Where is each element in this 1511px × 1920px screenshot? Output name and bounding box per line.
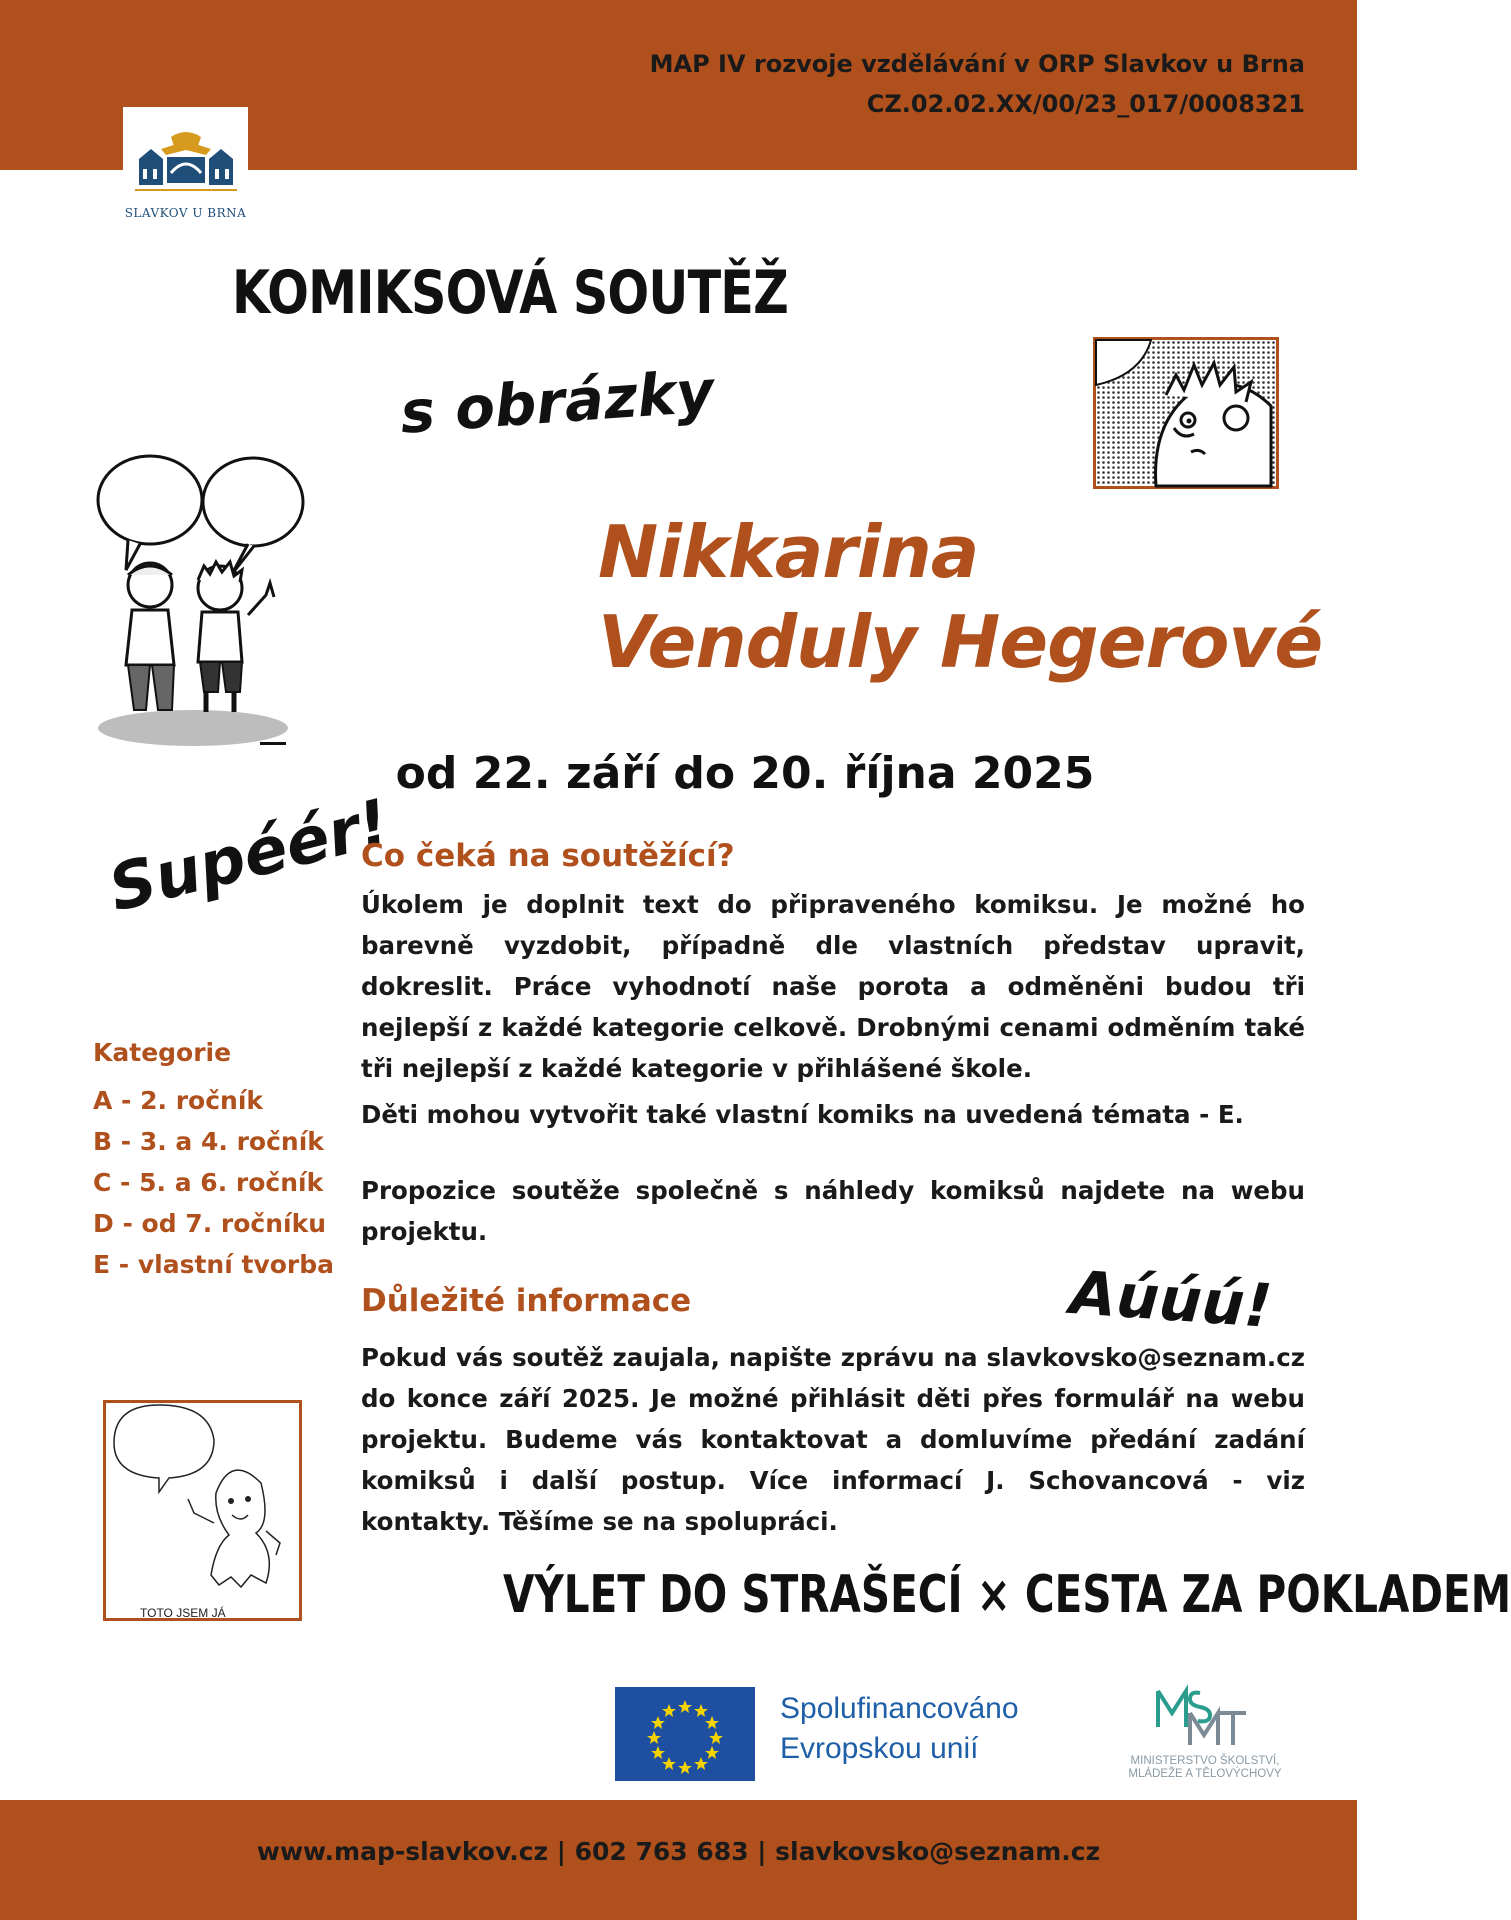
category-item: C - 5. a 6. ročník [93, 1168, 324, 1197]
categories-heading: Kategorie [93, 1038, 232, 1067]
eu-flag-icon [615, 1687, 755, 1781]
comic-panel-boy [1093, 337, 1279, 489]
super-exclamation: Supéér! [102, 786, 397, 927]
author-line-2: Venduly Hegerové [598, 600, 1323, 684]
slavkov-logo [123, 107, 248, 227]
auuu-exclamation: Aúúú! [1067, 1258, 1275, 1342]
coat-of-arms-icon [131, 129, 241, 204]
kids-illustration [88, 450, 308, 750]
msmt-line1: MINISTERSTVO ŠKOLSTVÍ, [1130, 1755, 1280, 1767]
footer-contacts: www.map-slavkov.cz | 602 763 683 | slavkovsko@seznam.cz [256, 1837, 1101, 1866]
paragraph-task: Úkolem je doplnit text do připraveného komiksu. Je možné ho barevně vyzdobit, případně dle vlastních představ upravit, dokreslit. Práce vyhodnotí naše porota a odměněni budou tři nejlepší z každé kategorie celkově. Drobnými cenami odměním také tři nejlepší z každé kategorie v přihlášené škole. [361, 890, 1305, 1083]
category-item: E - vlastní tvorba [93, 1250, 335, 1279]
comic-panel-ghost [103, 1400, 302, 1621]
boy-face-illustration [1096, 340, 1276, 486]
eu-stars-icon [615, 1687, 755, 1781]
project-code: CZ.02.02.XX/00/23_017/0008321 [866, 90, 1305, 118]
author-line-1: Nikkarina [598, 510, 979, 594]
paragraph-propositions: Propozice soutěže společně s náhledy komiksů najdete na webu projektu. [361, 1176, 1305, 1246]
competition-title: KOMIKSOVÁ SOUTĚŽ [232, 258, 788, 328]
eu-cofinanced-line2: Evropskou unií [780, 1732, 979, 1765]
project-title: MAP IV rozvoje vzdělávání v ORP Slavkov u Brna [649, 50, 1305, 78]
comic-themes: VÝLET DO STRAŠECÍ × CESTA ZA POKLADEM [503, 1565, 1511, 1625]
category-item: B - 3. a 4. ročník [93, 1127, 324, 1156]
dates-text: od 22. září do 20. října 2025 [395, 748, 1095, 799]
section-heading-what: Co čeká na soutěžící? [361, 838, 735, 874]
section-heading-info: Důležité informace [361, 1283, 692, 1319]
logo-text: SLAVKOV U BRNA [124, 206, 247, 220]
categories-list [93, 1080, 334, 1285]
paragraph-own-comic: Děti mohou vytvořit také vlastní komiks na uvedená témata - E. [361, 1100, 1244, 1129]
competition-subtitle: s obrázky [398, 357, 716, 447]
category-item: A - 2. ročník [93, 1086, 264, 1115]
competition-dates [0, 748, 1250, 799]
paragraph-contact-info: Pokud vás soutěž zaujala, napište zprávu na slavkovsko@seznam.cz do konce září 2025. Je možné přihlásit děti přes formulář na webu projektu. Budeme vás kontaktovat a domluvíme předání zadání komiksů i další postup. Více informací J. Schovancová - viz kontakty. Těšíme se na spolupráci. [361, 1343, 1305, 1536]
msmt-line2: MLÁDEŽE A TĚLOVÝCHOVY [1128, 1768, 1282, 1780]
eu-cofinanced-line1: Spolufinancováno [780, 1692, 1019, 1725]
ghost-illustration [106, 1403, 299, 1603]
category-item: D - od 7. ročníku [93, 1209, 327, 1238]
panel-caption: TOTO JSEM JÁ [140, 1606, 226, 1620]
msmt-logo-icon [1150, 1683, 1260, 1753]
